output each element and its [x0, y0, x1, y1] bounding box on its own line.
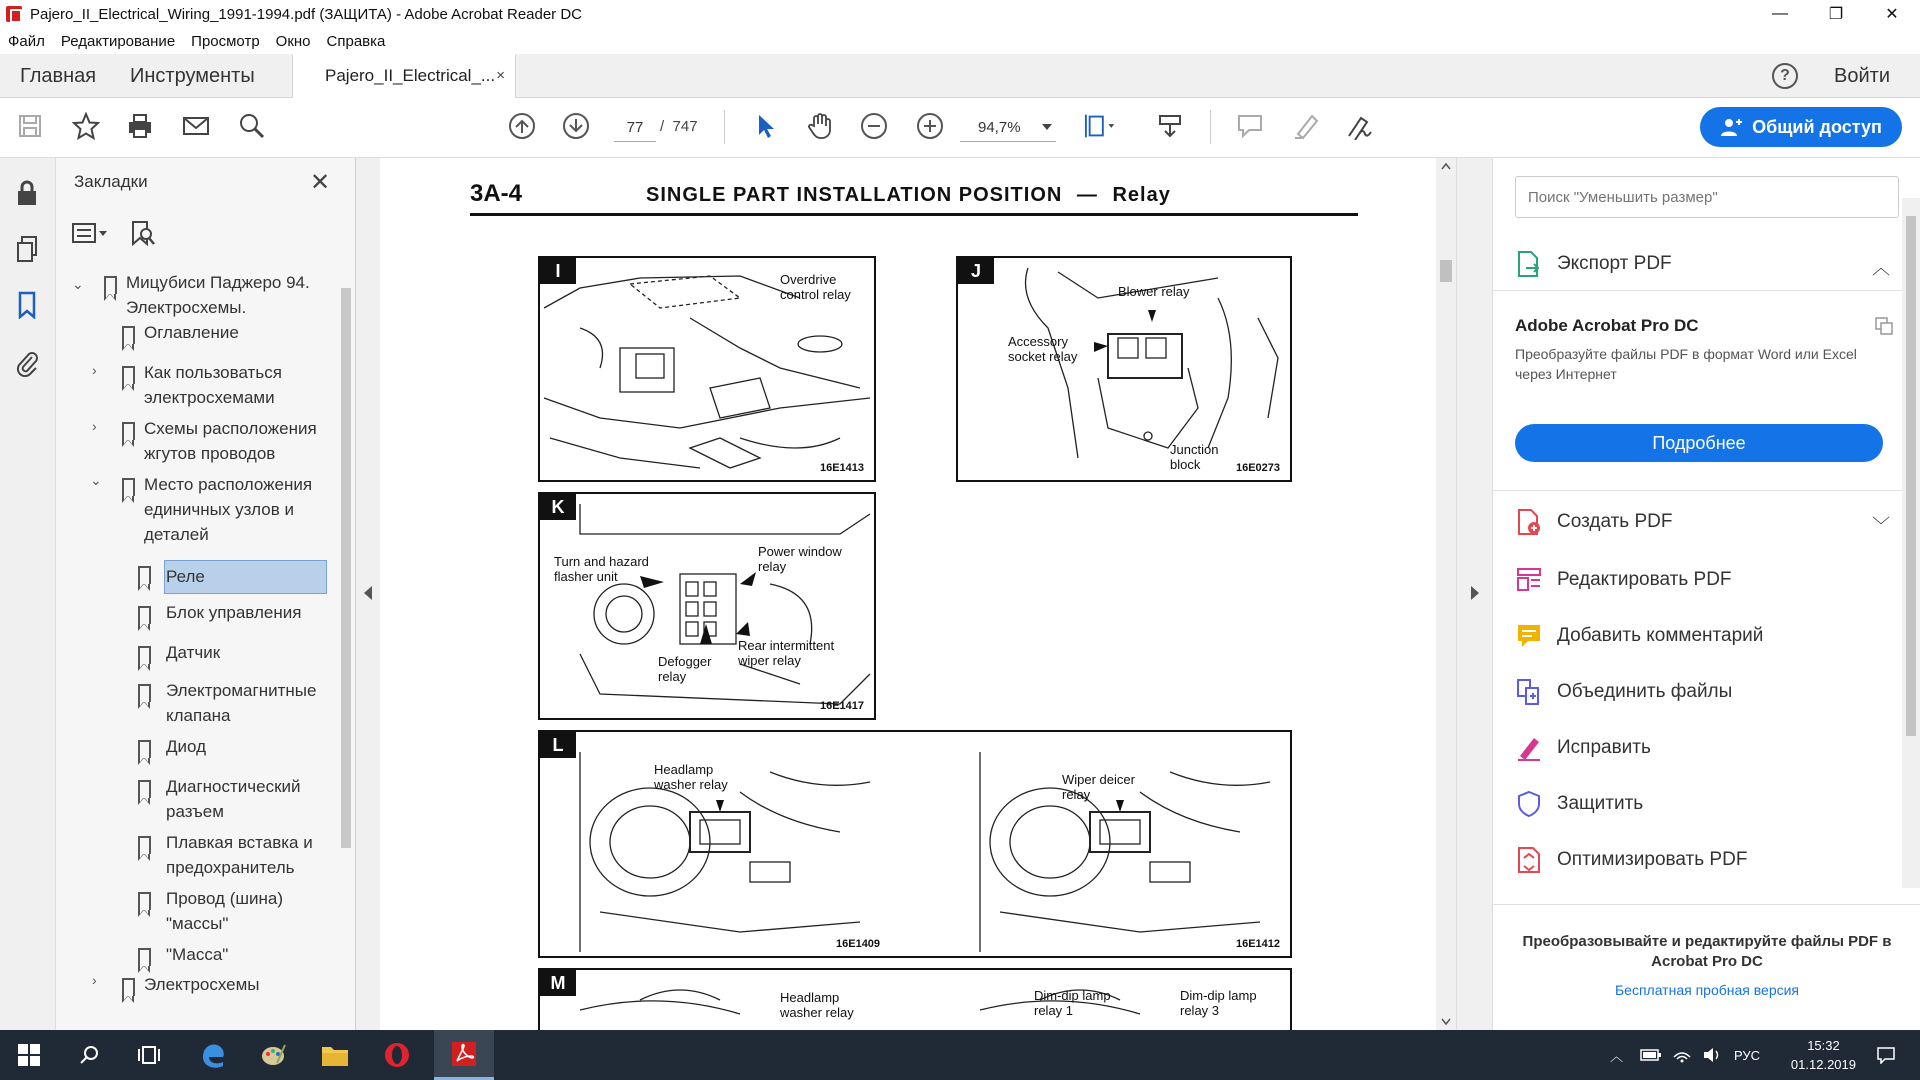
scroll-down-icon[interactable] [1441, 1018, 1451, 1026]
bookmark-item-sensor[interactable] [166, 640, 332, 665]
login-button[interactable]: Войти [1834, 65, 1890, 87]
toolbar-divider [724, 110, 725, 144]
export-pdf-icon [1515, 250, 1543, 278]
scrollbar-thumb[interactable] [341, 288, 351, 848]
edit-pdf-icon [1515, 566, 1543, 594]
bookmark-icon [122, 978, 135, 996]
bookmark-label: Блок управления [166, 603, 302, 622]
clock-time: 15:32 [1807, 1038, 1840, 1053]
share-button[interactable] [1700, 107, 1902, 147]
scrollbar-thumb[interactable] [1440, 260, 1452, 282]
acrobat-app-icon [6, 6, 22, 22]
tool-label: Оптимизировать PDF [1557, 849, 1748, 870]
tool-label: Редактировать PDF [1557, 569, 1732, 590]
callout-dim-dip-1: Dim-dip lamp relay 1 [1034, 988, 1111, 1018]
help-icon[interactable]: ? [1772, 63, 1798, 89]
chevron-right-icon[interactable]: › [92, 972, 97, 988]
bookmark-tree [56, 270, 338, 1015]
callout-headlamp-washer-m: Headlamp washer relay [780, 990, 854, 1020]
scroll-mode-icon[interactable] [1154, 110, 1186, 142]
bookmark-icon [138, 892, 151, 910]
bookmark-label: Датчик [166, 643, 221, 662]
copy-icon [1874, 316, 1894, 341]
pages-icon[interactable] [12, 234, 42, 264]
close-icon[interactable]: ✕ [310, 169, 331, 196]
figure-code: 16E0273 [1235, 462, 1280, 474]
callout-blower-relay: Blower relay [1118, 284, 1190, 299]
bookmark-label: Как пользоваться электросхемами [144, 363, 282, 407]
search-icon[interactable] [236, 110, 268, 142]
tool-label: Защитить [1557, 793, 1644, 814]
title-bar [0, 0, 1920, 28]
task-view-icon [137, 1044, 161, 1066]
figure-panel-k [538, 492, 876, 720]
scrollbar-thumb[interactable] [1906, 216, 1916, 736]
figure-code: 16E1413 [819, 462, 864, 474]
acrobat-icon [450, 1040, 478, 1068]
chevron-down-icon[interactable]: ⌄ [72, 276, 84, 292]
zoom-value: 94,7% [978, 119, 1021, 136]
tool-combine[interactable] [1515, 678, 1732, 706]
bookmark-icon [138, 566, 151, 584]
taskbar-opera[interactable] [370, 1030, 424, 1080]
section-title [646, 184, 1171, 207]
chevron-down-icon[interactable]: ﹀ [1872, 516, 1890, 536]
tool-label: Объединить файлы [1557, 681, 1733, 702]
collapse-left-panel[interactable] [356, 158, 380, 1030]
fill-sign-icon [1515, 734, 1543, 762]
tools-pane [1492, 158, 1920, 1030]
page-separator: / [660, 118, 665, 135]
bookmark-label: Электросхемы [144, 975, 260, 994]
bookmark-icon [138, 646, 151, 664]
bookmark-label: Мицубиси Паджеро 94. Электросхемы. [126, 273, 310, 317]
search-icon [78, 1044, 100, 1066]
bookmark-icon [122, 366, 135, 384]
bookmark-icon [138, 836, 151, 854]
menu-help[interactable]: Справка [326, 32, 386, 50]
menu-bar [0, 28, 1920, 54]
select-cursor-icon[interactable] [750, 110, 782, 142]
panel-label: J [958, 258, 994, 284]
bookmarks-tools [72, 220, 156, 251]
sign-icon[interactable] [1344, 110, 1376, 142]
section-title-dash: — [1076, 184, 1098, 206]
menu-file[interactable]: Файл [8, 32, 45, 50]
promo-footer: Преобразовывайте и редактируйте файлы PDF в Acrobat Pro DC [1522, 933, 1892, 970]
comment-icon [1515, 622, 1543, 650]
zoom-in-icon[interactable] [914, 110, 946, 142]
tray-chevron-up-icon[interactable]: ︿ [1610, 1048, 1624, 1064]
figure-drawing [540, 494, 876, 720]
start-button[interactable] [2, 1030, 56, 1080]
bookmark-icon [138, 780, 151, 798]
tab-document-label: Pajero_II_Electrical_... [325, 66, 496, 85]
taskbar-acrobat[interactable] [434, 1030, 494, 1080]
clock-date: 01.12.2019 [1790, 1057, 1856, 1072]
panel-label: I [540, 258, 576, 284]
attachment-icon[interactable] [12, 348, 42, 378]
chevron-left-icon [363, 586, 373, 600]
zoom-out-icon[interactable] [858, 110, 890, 142]
tool-fill-sign[interactable] [1515, 734, 1651, 762]
bookmark-item-howto[interactable] [144, 360, 328, 410]
bookmark-star-icon[interactable] [70, 110, 102, 142]
figure-panel-m [538, 968, 1292, 1030]
battery-icon[interactable] [1640, 1030, 1662, 1080]
next-page-icon[interactable] [560, 110, 592, 142]
free-trial-link[interactable]: Бесплатная пробная версия [1614, 982, 1800, 998]
callout-power-window: Power window relay [758, 544, 842, 574]
page-fit-icon[interactable] [1084, 110, 1116, 142]
bookmark-label: Реле [166, 567, 205, 586]
bookmark-label: Плавкая вставка и предохранитель [166, 833, 313, 877]
chevron-down-icon [1042, 124, 1052, 130]
bookmark-item-ground-wire[interactable] [166, 886, 332, 936]
section-code: 3A-4 [470, 180, 523, 207]
save-icon[interactable] [14, 110, 46, 142]
bookmark-item-solenoid[interactable] [166, 678, 332, 728]
callout-accessory-socket: Accessory socket relay [1008, 334, 1078, 364]
bookmark-item-fuse[interactable] [166, 830, 332, 880]
callout-turn-hazard: Turn and hazard flasher unit [554, 554, 649, 584]
tool-comment[interactable] [1515, 622, 1763, 650]
figure-code: 16E1417 [819, 700, 864, 712]
protect-icon [1515, 790, 1543, 818]
bookmark-item-diag-connector[interactable] [166, 774, 332, 824]
menu-view[interactable]: Просмотр [191, 32, 260, 50]
chevron-right-icon[interactable]: › [92, 362, 97, 378]
bookmark-label: "Масса" [166, 945, 229, 964]
bookmark-label: Провод (шина) "массы" [166, 889, 283, 933]
create-pdf-icon [1515, 508, 1543, 536]
header-rule [470, 213, 1358, 216]
pdf-page[interactable] [380, 158, 1436, 1030]
bookmark-item-root[interactable] [126, 270, 326, 320]
close-window-button[interactable]: ✕ [1885, 6, 1899, 23]
bookmark-label: Диагностический разъем [166, 777, 301, 821]
optimize-icon [1515, 846, 1543, 874]
volume-icon[interactable] [1702, 1030, 1722, 1080]
callout-wiper-deicer: Wiper deicer relay [1062, 772, 1135, 802]
document-scrollbar[interactable] [1436, 158, 1456, 1030]
tool-label: Добавить комментарий [1557, 625, 1764, 646]
taskbar-edge[interactable] [186, 1030, 240, 1080]
email-icon[interactable] [180, 110, 212, 142]
lock-icon[interactable] [12, 178, 42, 208]
collapse-right-panel[interactable] [1456, 158, 1492, 1030]
bookmark-item-contents[interactable] [144, 320, 328, 345]
bookmark-icon [122, 422, 135, 440]
panel-label: M [540, 970, 576, 996]
tool-label: Исправить [1557, 737, 1651, 758]
tool-edit-pdf[interactable] [1515, 566, 1732, 594]
find-bookmark-icon[interactable] [130, 220, 156, 251]
callout-dim-dip-3: Dim-dip lamp relay 3 [1180, 988, 1257, 1018]
print-icon[interactable] [124, 110, 156, 142]
chevron-down-icon[interactable]: ⌄ [90, 472, 102, 488]
bookmark-label: Схемы расположения жгутов проводов [144, 419, 317, 463]
menu-edit[interactable]: Редактирование [60, 32, 176, 50]
notifications-icon[interactable] [1876, 1030, 1896, 1080]
windows-logo-icon [18, 1044, 40, 1066]
clock[interactable] [1791, 1036, 1856, 1074]
folder-icon [321, 1043, 349, 1067]
divider [1493, 490, 1920, 491]
comment-tool-icon[interactable] [1234, 110, 1266, 142]
callout-overdrive: Overdrive control relay [780, 272, 851, 302]
export-pdf-label: Экспорт PDF [1557, 253, 1672, 274]
tool-label: Создать PDF [1557, 511, 1673, 532]
menu-window[interactable]: Окно [275, 32, 311, 50]
bookmark-label: Оглавление [144, 323, 239, 342]
bookmark-item-schematics[interactable] [144, 972, 328, 997]
bookmark-item-ground[interactable] [166, 942, 332, 967]
tabs-row [0, 54, 1920, 98]
bookmarks-panel [56, 158, 356, 1030]
figure-panel-i [538, 256, 876, 482]
bookmark-item-diode[interactable] [166, 734, 332, 759]
toolbar-divider [1210, 110, 1211, 144]
taskbar-search-button[interactable] [62, 1030, 116, 1080]
maximize-button[interactable]: ❐ [1828, 6, 1844, 23]
paint-icon [259, 1041, 287, 1069]
chevron-right-icon[interactable]: › [92, 418, 97, 434]
export-pdf-header[interactable] [1515, 250, 1672, 278]
bookmark-item-harness[interactable] [144, 416, 328, 466]
zoom-select[interactable] [960, 114, 1056, 142]
callout-junction-block: Junction block [1170, 442, 1219, 472]
share-button-label: Общий доступ [1752, 116, 1882, 137]
bookmark-icon [138, 948, 151, 966]
figure-drawing [540, 732, 1292, 958]
bookmark-icon [122, 478, 135, 496]
options-menu-icon[interactable] [72, 222, 108, 249]
combine-icon [1515, 678, 1543, 706]
language-indicator[interactable]: РУС [1734, 1047, 1761, 1063]
bookmarks-panel-icon[interactable] [12, 290, 42, 320]
figure-code-left: 16E1409 [836, 938, 881, 950]
opera-icon [383, 1041, 411, 1069]
figure-panel-l [538, 730, 1292, 958]
divider [1493, 904, 1920, 905]
bookmarks-title: Закладки [74, 172, 148, 191]
page-count [660, 118, 698, 135]
tab-document[interactable] [292, 54, 516, 98]
bookmark-icon [138, 606, 151, 624]
edge-icon [199, 1041, 227, 1069]
bookmark-label: Диод [166, 737, 207, 756]
page-number-input[interactable] [614, 114, 656, 142]
tools-search-input[interactable] [1515, 176, 1899, 218]
panel-label: K [540, 494, 576, 520]
wifi-icon[interactable] [1672, 1030, 1692, 1080]
bookmark-icon [122, 326, 135, 344]
bookmarks-scrollbar[interactable] [338, 270, 354, 1015]
window-controls [1752, 0, 1920, 28]
tab-home[interactable]: Главная [20, 65, 97, 87]
section-title-text: SINGLE PART INSTALLATION POSITION [646, 184, 1063, 206]
document-area [356, 158, 1492, 1030]
taskbar-explorer[interactable] [308, 1030, 362, 1080]
figure-code-right: 16E1412 [1235, 938, 1280, 950]
learn-more-button[interactable]: Подробнее [1515, 424, 1883, 462]
divider [1493, 290, 1920, 291]
panel-label: L [540, 732, 576, 758]
bookmark-label: Место расположения единичных узлов и деталей [144, 475, 313, 544]
prev-page-icon[interactable] [506, 110, 538, 142]
page-total: 747 [672, 118, 698, 135]
callout-defogger: Defogger relay [658, 654, 712, 684]
tab-close-icon[interactable]: × [496, 67, 505, 84]
bookmark-item-locations[interactable] [144, 472, 328, 547]
bookmark-item-control-unit[interactable] [166, 600, 332, 625]
bookmark-label: Электромагнитные клапана [166, 681, 317, 725]
task-view-button[interactable] [122, 1030, 176, 1080]
highlight-pen-icon[interactable] [1290, 110, 1322, 142]
add-user-icon [1720, 117, 1742, 137]
figure-panel-j [956, 256, 1292, 482]
taskbar [0, 1030, 1920, 1080]
taskbar-paint[interactable] [246, 1030, 300, 1080]
minimize-button[interactable]: — [1772, 5, 1788, 22]
tools-scrollbar[interactable] [1902, 198, 1920, 888]
tab-tools[interactable]: Инструменты [130, 65, 255, 87]
tool-protect[interactable] [1515, 790, 1643, 818]
tool-optimize[interactable] [1515, 846, 1747, 874]
bookmark-icon [138, 684, 151, 702]
callout-rear-wiper: Rear intermittent wiper relay [738, 638, 835, 668]
tool-create-pdf[interactable] [1515, 508, 1672, 536]
section-subtitle: Relay [1112, 184, 1171, 206]
bookmark-icon [104, 276, 117, 294]
scroll-up-icon[interactable] [1441, 162, 1451, 170]
chevron-right-icon [1470, 586, 1480, 600]
hand-tool-icon[interactable] [804, 110, 836, 142]
chevron-up-icon[interactable]: ︿ [1872, 258, 1890, 278]
left-rail [0, 158, 56, 1030]
window-title: Pajero_II_Electrical_Wiring_1991-1994.pdf (ЗАЩИТА) - Adobe Acrobat Reader DC [30, 5, 583, 23]
pro-description: Преобразуйте файлы PDF в формат Word или Excel через Интернет [1515, 346, 1857, 382]
bookmark-item-relay[interactable] [166, 564, 326, 589]
bookmark-icon [138, 740, 151, 758]
callout-headlamp-washer: Headlamp washer relay [654, 762, 728, 792]
pro-title: Adobe Acrobat Pro DC [1515, 316, 1699, 335]
